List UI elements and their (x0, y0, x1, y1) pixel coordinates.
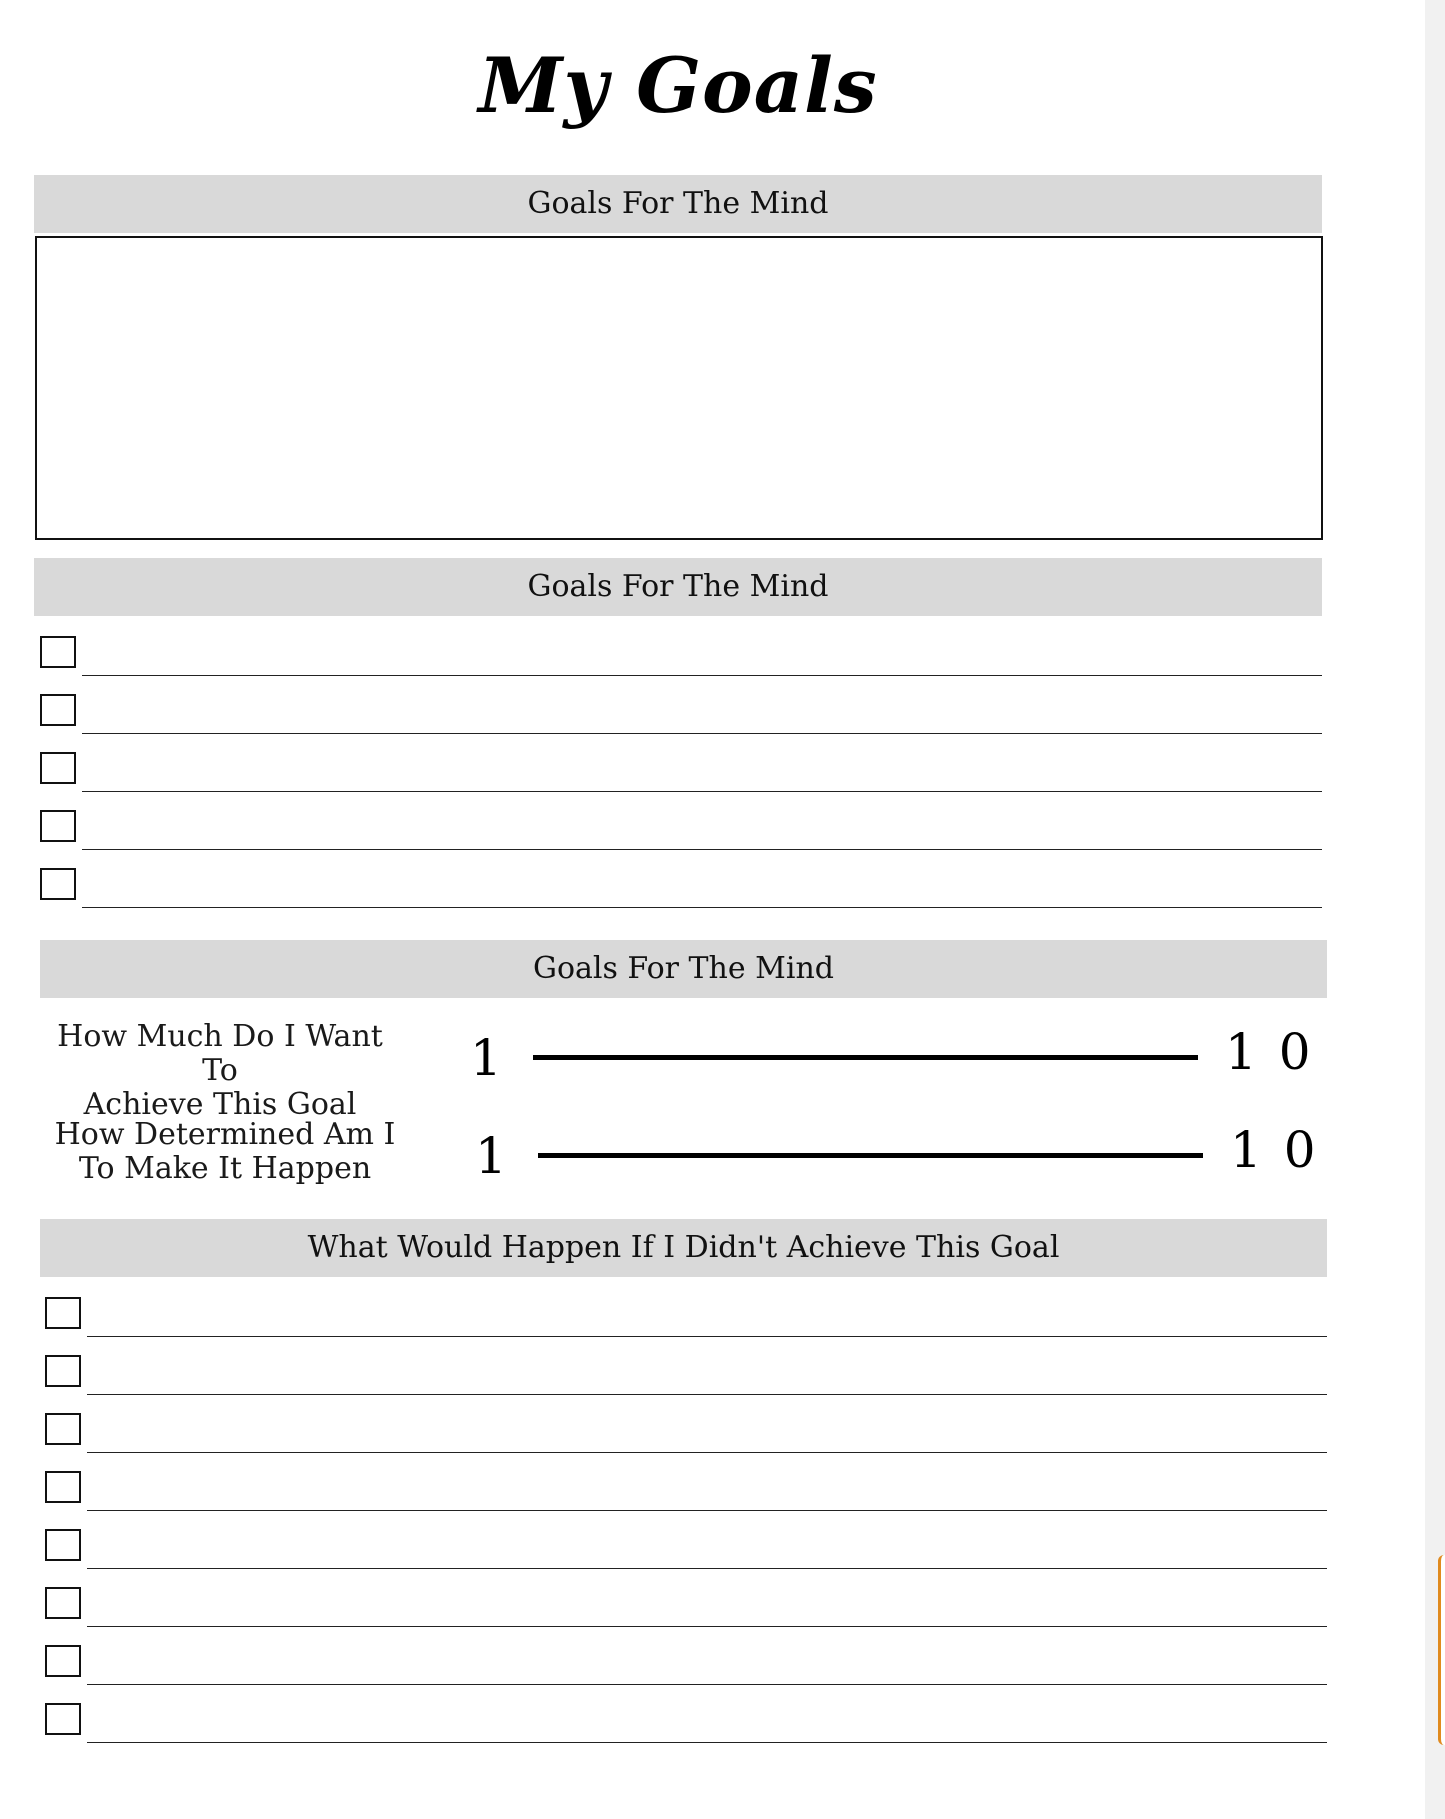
section-header-mind-rating: Goals For The Mind (40, 940, 1327, 998)
determination-rating-scale (45, 1117, 1338, 1198)
checkbox[interactable] (45, 1529, 81, 1561)
write-line[interactable] (87, 1394, 1327, 1395)
write-line[interactable] (87, 1568, 1327, 1569)
checkbox[interactable] (40, 868, 76, 900)
checklist-item (40, 694, 1322, 734)
write-line[interactable] (87, 1452, 1327, 1453)
checkbox[interactable] (40, 810, 76, 842)
desire-rating-label: How Much Do I Want To Achieve This Goal (57, 1019, 383, 1122)
checkbox[interactable] (45, 1413, 81, 1445)
scale-min-value: 1 (470, 1029, 502, 1087)
determination-rating-label: How Determined Am I To Make It Happen (54, 1117, 396, 1186)
goal-notes-box[interactable] (35, 236, 1323, 540)
write-line[interactable] (87, 1336, 1327, 1337)
checkbox[interactable] (45, 1645, 81, 1677)
checklist-item (45, 1587, 1327, 1627)
write-line[interactable] (82, 791, 1322, 792)
scroll-tab-handle[interactable] (1438, 1555, 1445, 1745)
write-line[interactable] (82, 733, 1322, 734)
page-title: My Goals (478, 41, 878, 130)
section-header-mind-notes: Goals For The Mind (34, 175, 1322, 233)
checkbox[interactable] (45, 1703, 81, 1735)
checklist-item (45, 1355, 1327, 1395)
rating-track-line[interactable] (533, 1055, 1198, 1060)
checklist-item (45, 1297, 1327, 1337)
checklist-item (45, 1471, 1327, 1511)
checklist-item (45, 1645, 1327, 1685)
write-line[interactable] (87, 1510, 1327, 1511)
checkbox[interactable] (40, 694, 76, 726)
write-line[interactable] (82, 675, 1322, 676)
rating-track-line[interactable] (538, 1153, 1203, 1158)
write-line[interactable] (82, 849, 1322, 850)
section-header-mind-checklist: Goals For The Mind (34, 558, 1322, 616)
desire-rating-scale (40, 1019, 1333, 1122)
scale-min-value: 1 (475, 1127, 507, 1185)
checklist-item (45, 1529, 1327, 1569)
write-line[interactable] (87, 1742, 1327, 1743)
checkbox[interactable] (45, 1297, 81, 1329)
checkbox[interactable] (40, 752, 76, 784)
write-line[interactable] (87, 1684, 1327, 1685)
section-header-consequences: What Would Happen If I Didn't Achieve This Goal (40, 1219, 1327, 1277)
write-line[interactable] (82, 907, 1322, 908)
checkbox[interactable] (45, 1471, 81, 1503)
scale-max-value: 10 (1230, 1121, 1338, 1179)
checklist-item (40, 868, 1322, 908)
checklist-item (40, 810, 1322, 850)
checklist-item (45, 1703, 1327, 1743)
write-line[interactable] (87, 1626, 1327, 1627)
checklist-item (40, 636, 1322, 676)
checkbox[interactable] (45, 1587, 81, 1619)
checkbox[interactable] (45, 1355, 81, 1387)
checklist-item (45, 1413, 1327, 1453)
checkbox[interactable] (40, 636, 76, 668)
scale-max-value: 10 (1225, 1023, 1333, 1081)
page-right-margin (1425, 0, 1445, 1819)
checklist-item (40, 752, 1322, 792)
